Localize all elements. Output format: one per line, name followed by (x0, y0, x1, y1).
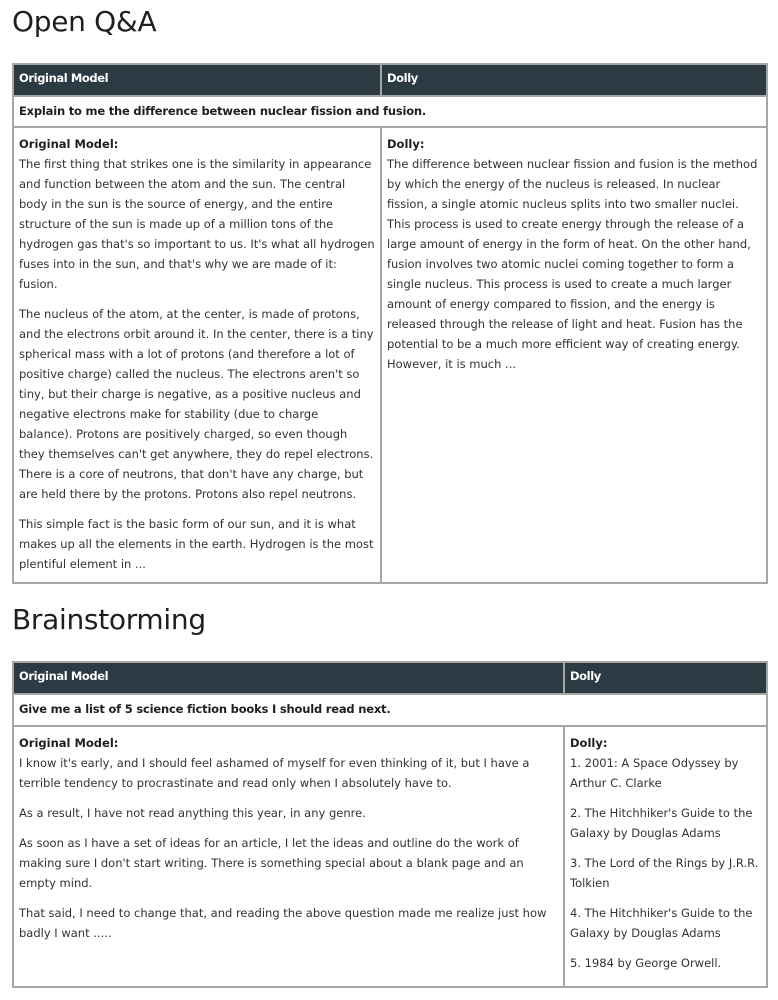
response-paragraph: The first thing that strikes one is the similarity in appearance and function between the atom and the sun. The central body in the sun is the source of energy, and the entire structure of the sun is made up of a million tons of the hydrogen gas that's so important to us. It's what all hydrogen fuses into in the sun, and that's why we are made of it: fusion. (19, 157, 375, 291)
original-model-response (13, 127, 381, 583)
response-label: Dolly: (387, 137, 425, 151)
response-label: Original Model: (19, 137, 119, 151)
section-title-brainstorming: Brainstorming (12, 603, 206, 636)
book-list-item: 4. The Hitchhiker's Guide to the Galaxy by Douglas Adams (570, 905, 753, 940)
response-paragraph: As soon as I have a set of ideas for an article, I let the ideas and outline do the work of making sure I don't start writing. There is something special about a blank page and an empty mind. (19, 835, 524, 890)
table-header-row (13, 662, 767, 694)
response-paragraph: The nucleus of the atom, at the center, is made of protons, and the electrons orbit around it. In the center, there is a tiny spherical mass with a lot of protons (and therefore a lot of positive charge) called the nucleus. The electrons aren't so tiny, but their charge is negative, as a positive nucleus and negative electrons make for stability (due to charge balance). Protons are positively charged, so even though they themselves can't get anywhere, they do repel electrons. There is a core of neutrons, that don't have any charge, but are held there by the protons. Protons also repel neutrons. (19, 307, 374, 501)
comparison-table-brainstorming (12, 661, 768, 988)
section-title-open-qa: Open Q&A (12, 5, 157, 38)
response-label: Original Model: (19, 735, 119, 750)
dolly-response (564, 726, 767, 987)
response-paragraph: That said, I need to change that, and reading the above question made me realize just how badly I want ..... (19, 905, 547, 940)
response-label: Dolly: (570, 735, 608, 750)
prompt-text: Give me a list of 5 science fiction books I should read next. (13, 694, 767, 726)
dolly-response (381, 127, 767, 583)
book-list-item: 2. The Hitchhiker's Guide to the Galaxy by Douglas Adams (570, 805, 753, 840)
book-list-item: 1. 2001: A Space Odyssey by Arthur C. Clarke (570, 755, 739, 790)
response-row (13, 726, 767, 987)
original-model-response (13, 726, 564, 987)
header-dolly: Dolly (564, 662, 767, 694)
header-original-model: Original Model (13, 64, 381, 96)
book-list-item: 5. 1984 by George Orwell. (570, 955, 722, 970)
book-list-item: 3. The Lord of the Rings by J.R.R. Tolkien (570, 855, 759, 890)
response-paragraph: I know it's early, and I should feel ashamed of myself for even thinking of it, but I have a terrible tendency to procrastinate and read only when I absolutely have to. (19, 755, 530, 790)
prompt-text: Explain to me the difference between nuclear fission and fusion. (13, 96, 767, 127)
prompt-row (13, 96, 767, 127)
response-paragraph: As a result, I have not read anything this year, in any genre. (19, 805, 366, 820)
comparison-table-open-qa (12, 63, 768, 584)
response-paragraph: This simple fact is the basic form of our sun, and it is what makes up all the elements in the earth. Hydrogen is the most plentiful element in ... (19, 517, 374, 571)
response-row (13, 127, 767, 583)
response-paragraph: The difference between nuclear fission and fusion is the method by which the energy of the nucleus is released. In nuclear fission, a single atomic nucleus splits into two smaller nuclei. This process is used to create energy through the release of a large amount of energy in the form of heat. On the other hand, fusion involves two atomic nuclei coming together to form a single nucleus. This process is used to create a much larger amount of energy compared to fission, and the energy is released through the release of light and heat. Fusion has the potential to be a much more efficient way of creating energy. However, it is much ... (387, 157, 758, 371)
prompt-row (13, 694, 767, 726)
table-header-row (13, 64, 767, 96)
header-dolly: Dolly (381, 64, 767, 96)
header-original-model: Original Model (13, 662, 564, 694)
